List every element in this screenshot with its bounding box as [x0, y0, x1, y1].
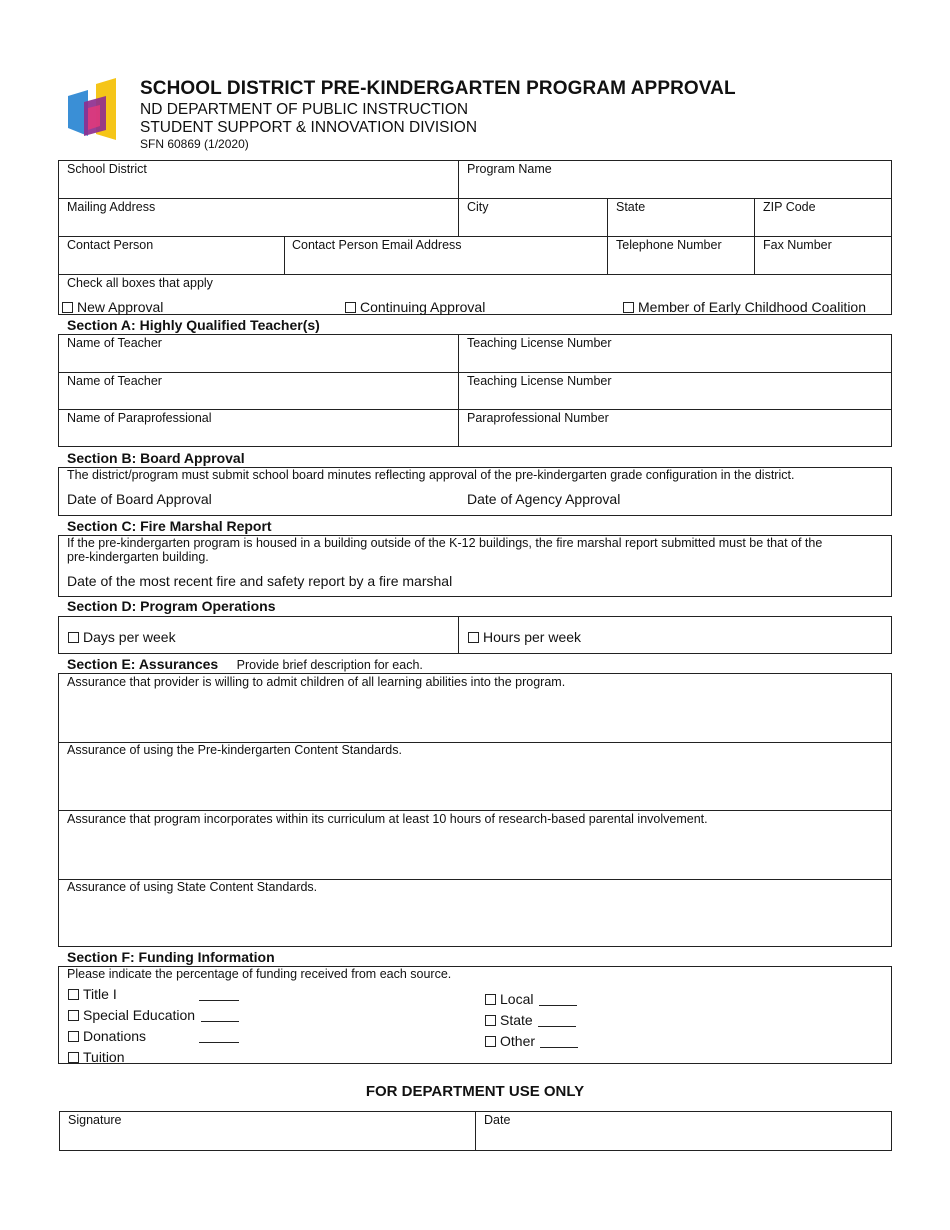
continuing-approval-label: Continuing Approval	[360, 299, 486, 315]
local-funding-checkbox[interactable]	[485, 991, 533, 1007]
checkbox-icon	[68, 632, 79, 643]
checkbox-icon	[68, 1052, 79, 1063]
section-a-box	[58, 334, 892, 447]
funding-note: Please indicate the percentage of funding received from each source.	[67, 967, 452, 981]
divider	[754, 198, 755, 274]
teacher-name-field-2[interactable]: Name of Teacher	[67, 374, 162, 388]
local-percent-blank[interactable]	[539, 1005, 577, 1006]
divider	[458, 616, 459, 654]
tuition-checkbox[interactable]	[68, 1049, 125, 1065]
divider	[607, 198, 608, 274]
title-i-checkbox[interactable]	[68, 986, 117, 1002]
state-field[interactable]: State	[616, 200, 646, 214]
checkbox-icon	[68, 989, 79, 1000]
paraprofessional-number-field[interactable]: Paraprofessional Number	[467, 411, 609, 425]
days-per-week-label: Days per week	[83, 629, 176, 645]
divider	[284, 236, 285, 274]
hours-per-week-checkbox[interactable]	[468, 629, 581, 645]
assurance-parental-involvement-field[interactable]: Assurance that program incorporates within its curriculum at least 10 hours of research-based parental involvement.	[67, 812, 708, 826]
check-all-label: Check all boxes that apply	[67, 276, 213, 290]
zip-code-field[interactable]: ZIP Code	[763, 200, 816, 214]
days-per-week-checkbox[interactable]	[68, 629, 176, 645]
other-funding-checkbox[interactable]	[485, 1033, 535, 1049]
teaching-license-field-1[interactable]: Teaching License Number	[467, 336, 612, 350]
signature-field[interactable]: Signature	[68, 1113, 122, 1127]
dpi-logo-icon	[66, 78, 118, 142]
checkbox-icon	[485, 994, 496, 1005]
divider	[58, 198, 892, 199]
section-c-heading: Section C: Fire Marshal Report	[67, 518, 272, 534]
divider	[458, 160, 459, 236]
contact-person-field[interactable]: Contact Person	[67, 238, 154, 252]
department-use-heading: FOR DEPARTMENT USE ONLY	[365, 1083, 585, 1100]
divider	[475, 1111, 476, 1151]
donations-label: Donations	[83, 1028, 147, 1044]
assurance-state-standards-field[interactable]: Assurance of using State Content Standards.	[67, 880, 318, 894]
title-i-label: Title I	[83, 986, 117, 1002]
checkbox-icon	[62, 302, 73, 313]
date-field[interactable]: Date	[484, 1113, 511, 1127]
donations-checkbox[interactable]	[68, 1028, 146, 1044]
city-field[interactable]: City	[467, 200, 489, 214]
contact-email-field[interactable]: Contact Person Email Address	[292, 238, 462, 252]
checkbox-icon	[68, 1010, 79, 1021]
section-e-heading: Section E: Assurances	[67, 656, 219, 672]
checkbox-icon	[623, 302, 634, 313]
special-education-checkbox[interactable]	[68, 1007, 195, 1023]
tuition-percent-blank[interactable]	[199, 1063, 239, 1064]
divider	[58, 372, 892, 373]
checkbox-icon	[485, 1036, 496, 1047]
agency-approval-date-field[interactable]: Date of Agency Approval	[467, 491, 621, 507]
divider	[458, 334, 459, 447]
form-title: SCHOOL DISTRICT PRE-KINDERGARTEN PROGRAM APPROVAL	[140, 78, 736, 99]
coalition-member-label: Member of Early Childhood Coalition	[638, 299, 866, 315]
divider	[58, 810, 892, 811]
donations-percent-blank[interactable]	[199, 1042, 239, 1043]
fire-marshal-note-line2: pre-kindergarten building.	[67, 550, 209, 564]
other-funding-label: Other	[500, 1033, 536, 1049]
checkbox-icon	[468, 632, 479, 643]
state-funding-checkbox[interactable]	[485, 1012, 533, 1028]
department-name: ND DEPARTMENT OF PUBLIC INSTRUCTION	[140, 101, 469, 118]
school-district-field[interactable]: School District	[67, 162, 147, 176]
teacher-name-field-1[interactable]: Name of Teacher	[67, 336, 162, 350]
tuition-label: Tuition	[83, 1049, 125, 1065]
divider	[58, 409, 892, 410]
assurance-prek-standards-field[interactable]: Assurance of using the Pre-kindergarten Content Standards.	[67, 743, 402, 757]
fire-report-date-field[interactable]: Date of the most recent fire and safety report by a fire marshal	[67, 573, 453, 589]
new-approval-checkbox[interactable]	[62, 299, 163, 315]
section-e-subtitle: Provide brief description for each.	[236, 658, 423, 672]
state-percent-blank[interactable]	[538, 1026, 576, 1027]
logo-pink-shape	[88, 105, 100, 130]
checkbox-icon	[68, 1031, 79, 1042]
hours-per-week-label: Hours per week	[483, 629, 582, 645]
section-a-heading: Section A: Highly Qualified Teacher(s)	[67, 317, 320, 333]
local-funding-label: Local	[500, 991, 534, 1007]
section-d-heading: Section D: Program Operations	[67, 598, 276, 614]
fax-field[interactable]: Fax Number	[763, 238, 832, 252]
assurance-learning-abilities-field[interactable]: Assurance that provider is willing to admit children of all learning abilities into the program.	[67, 675, 566, 689]
telephone-field[interactable]: Telephone Number	[616, 238, 722, 252]
division-name: STUDENT SUPPORT & INNOVATION DIVISION	[140, 119, 478, 136]
paraprofessional-name-field[interactable]: Name of Paraprofessional	[67, 411, 212, 425]
special-education-label: Special Education	[83, 1007, 196, 1023]
checkbox-icon	[485, 1015, 496, 1026]
board-approval-date-field[interactable]: Date of Board Approval	[67, 491, 212, 507]
state-funding-label: State	[500, 1012, 533, 1028]
board-approval-note: The district/program must submit school board minutes reflecting approval of the pre-kindergarten grade configuration in the district.	[67, 468, 795, 482]
other-percent-blank[interactable]	[540, 1047, 578, 1048]
section-b-heading: Section B: Board Approval	[67, 450, 245, 466]
teaching-license-field-2[interactable]: Teaching License Number	[467, 374, 612, 388]
mailing-address-field[interactable]: Mailing Address	[67, 200, 156, 214]
fire-marshal-note-line1: If the pre-kindergarten program is housed in a building outside of the K-12 buildings, the fire marshal report submitted must be that of the	[67, 536, 823, 550]
continuing-approval-checkbox[interactable]	[345, 299, 485, 315]
coalition-member-checkbox[interactable]	[623, 299, 866, 315]
program-name-field[interactable]: Program Name	[467, 162, 552, 176]
form-number: SFN 60869 (1/2020)	[140, 137, 249, 151]
new-approval-label: New Approval	[77, 299, 164, 315]
special-education-percent-blank[interactable]	[201, 1021, 239, 1022]
divider	[58, 236, 892, 237]
section-f-heading: Section F: Funding Information	[67, 949, 275, 965]
section-e-header	[67, 656, 423, 674]
title-i-percent-blank[interactable]	[199, 1000, 239, 1001]
checkbox-icon	[345, 302, 356, 313]
divider	[58, 274, 892, 275]
